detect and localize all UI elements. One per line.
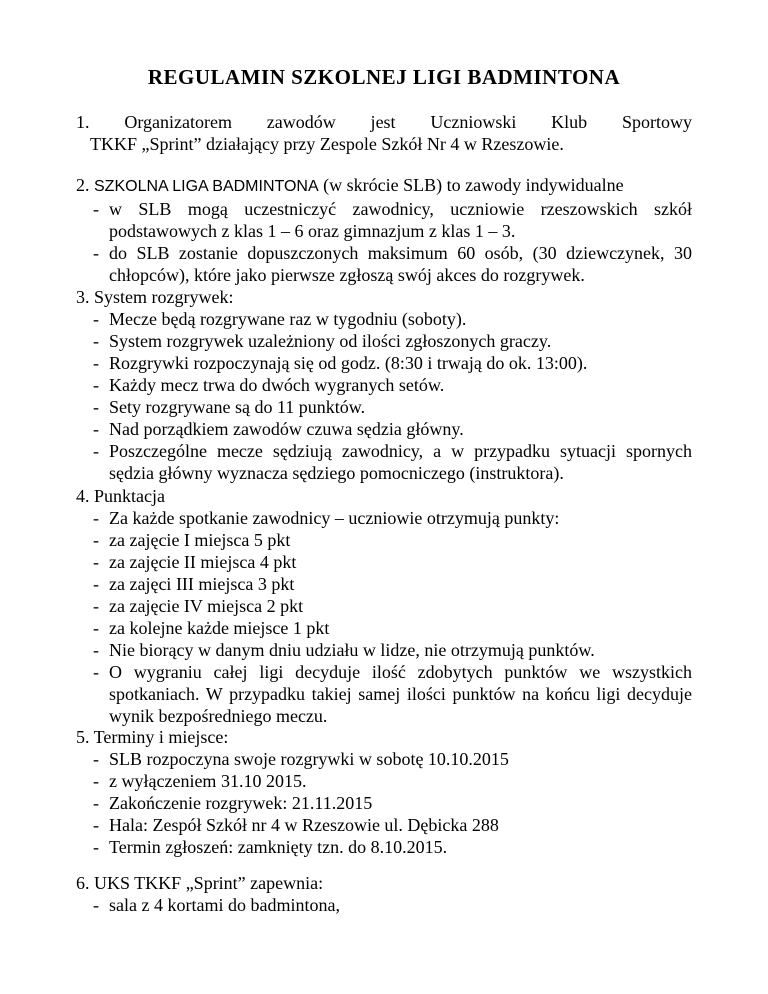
list-item: - za zajęcie IV miejsca 2 pkt (93, 595, 692, 617)
list-item: - za zajęcie II miejsca 4 pkt (93, 551, 692, 573)
list-item: - Nad porządkiem zawodów czuwa sędzia główny. (93, 418, 692, 440)
page-title: REGULAMIN SZKOLNEJ LIGI BADMINTONA (147, 65, 621, 89)
section-4-list (76, 507, 692, 727)
list-item: - Każdy mecz trwa do dwóch wygranych setów. (93, 374, 692, 396)
section-3-heading: 3. System rozgrywek: (76, 287, 234, 307)
section-4-heading: 4. Punktacja (76, 486, 165, 506)
section-5-heading: 5. Terminy i miejsce: (76, 727, 229, 747)
list-item: - Zakończenie rozgrywek: 21.11.2015 (93, 792, 692, 814)
list-item: - z wyłączeniem 31.10 2015. (93, 770, 692, 792)
section-dates-place (76, 726, 692, 858)
list-item: - System rozgrywek uzależniony od ilości zgłoszonych graczy. (93, 330, 692, 352)
section-6-list (76, 894, 692, 916)
list-item: - Mecze będą rozgrywane raz w tygodniu (soboty). (93, 308, 692, 330)
section-2-list (76, 198, 692, 286)
list-item: - w SLB mogą uczestniczyć zawodnicy, uczniowie rzeszowskich szkół podstawowych z klas 1 – 6 oraz gimnazjum z klas 1 – 3. (93, 198, 692, 242)
list-item: - Poszczególne mecze sędziują zawodnicy, a w przypadku sytuacji spornych sędzia główny wyznacza sędziego pomocniczego (instruktora). (93, 440, 692, 484)
section-1-line-2: TKKF „Sprint” działający przy Zespole Szkół Nr 4 w Rzeszowie. (90, 134, 564, 154)
list-item: - do SLB zostanie dopuszczonych maksimum 60 osób, (30 dziewczynek, 30 chłopców), które jako pierwsze zgłoszą swój akces do rozgrywek. (93, 242, 692, 286)
list-item: - Rozgrywki rozpoczynają się od godz. (8:30 i trwają do ok. 13:00). (93, 352, 692, 374)
section-system (76, 286, 692, 484)
list-item: - Nie biorący w danym dniu udziału w lidze, nie otrzymują punktów. (93, 639, 692, 661)
list-item: - SLB rozpoczyna swoje rozgrywki w sobotę 10.10.2015 (93, 748, 692, 770)
list-item: - za kolejne każde miejsce 1 pkt (93, 617, 692, 639)
section-1-line-1: 1. Organizatorem zawodów jest Uczniowski Klub Sportowy (76, 112, 692, 132)
section-organizer (76, 111, 692, 155)
list-item: - za zajęci III miejsca 3 pkt (93, 573, 692, 595)
section-6-heading: 6. UKS TKKF „Sprint” zapewnia: (76, 873, 324, 893)
list-item: - Hala: Zespół Szkół nr 4 w Rzeszowie ul. Dębicka 288 (93, 814, 692, 836)
list-item: - Za każde spotkanie zawodnicy – uczniowie otrzymują punkty: (93, 507, 692, 529)
list-item: - za zajęcie I miejsca 5 pkt (93, 529, 692, 551)
list-item: - Termin zgłoszeń: zamknięty tzn. do 8.10.2015. (93, 836, 692, 858)
section-3-list (76, 308, 692, 484)
section-5-list (76, 748, 692, 858)
section-2-heading: 2. SZKOLNA LIGA BADMINTONA (w skrócie SLB) to zawody indywidualne (76, 175, 624, 195)
list-item: - O wygraniu całej ligi decyduje ilość zdobytych punktów we wszystkich spotkaniach. W przypadku takiej samej ilości punktów na końcu ligi decyduje wynik bezpośredniego meczu. (93, 661, 692, 727)
section-provides (76, 872, 692, 916)
list-item: - Sety rozgrywane są do 11 punktów. (93, 396, 692, 418)
section-1-number: 1. (76, 112, 90, 132)
section-participants (76, 174, 692, 286)
section-scoring (76, 485, 692, 727)
league-name: SZKOLNA LIGA BADMINTONA (94, 178, 319, 195)
list-item: - sala z 4 kortami do badmintona, (93, 894, 692, 916)
